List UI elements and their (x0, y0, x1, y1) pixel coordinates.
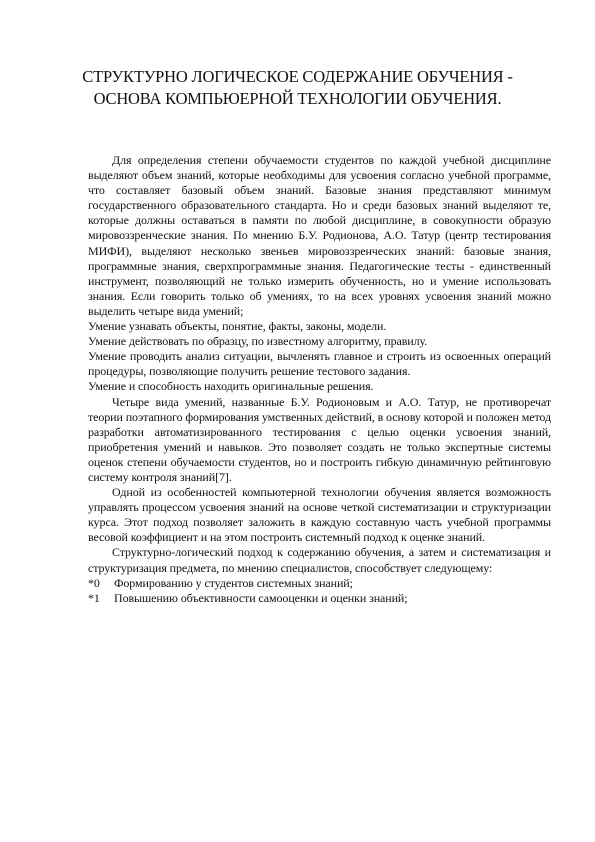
paragraph-computer-technology: Одной из особенностей компьютерной технологии обучения является возможность управлять процессом усвоения знаний на основе четкой систематизации и структуризации курса. Этот подход позволяет заложить в каждую составную часть учебной программы весовой коэффициент и на этом построить системный подход к оценке знаний. (88, 485, 551, 545)
list-item (88, 576, 551, 591)
document-body (88, 153, 551, 606)
skill-item-4: Умение и способность находить оригинальные решения. (88, 379, 374, 394)
list-item (88, 591, 551, 606)
document-title: СТРУКТУРНО ЛОГИЧЕСКОЕ СОДЕРЖАНИЕ ОБУЧЕНИЯ - ОСНОВА КОМПЬЮЕРНОЙ ТЕХНОЛОГИИ ОБУЧЕНИЯ. (82, 67, 513, 108)
paragraph-structural-approach: Структурно-логический подход к содержанию обучения, а затем и систематизация и структуризация предмета, по мнению специалистов, способствует следующему: (88, 545, 551, 575)
skill-item-2: Умение действовать по образцу, по известному алгоритму, правилу. (88, 334, 428, 349)
list-item-text: Формированию у студентов системных знаний; (114, 575, 353, 590)
paragraph-intro: Для определения степени обучаемости студентов по каждой учебной дисциплине выделяют объем знаний, которые необходимы для усвоения согласно учебной программе, что составляет базовый объем знаний. Базовые знания представляют минимум государственного образовательного стандарта. Но и среди базовых знаний выделяют те, которые должны оставаться в памяти по любой дисциплине, в совокупности образую мировоззренческие знания. По мнению Б.У. Родионова, А.О. Татур (центр тестирования МИФИ), выделяют несколько звеньев мировоззренческих знаний: базовые знания, программные знания, сверхпрограммные знания. Педагогические тесты - единственный инструмент, позволяющий не только измерить обученность, но и умение использовать знания. Если говорить только об умениях, то на всех уровнях усвоения знаний можно выделить четыре вида умений; (88, 153, 551, 318)
paragraph-four-skills: Четыре вида умений, названные Б.У. Родионовым и А.О. Татур, не противоречат теории поэтапного формирования умственных действий, в основу которой и положен метод разработки автоматизированного тестирования с целью оценки усвоения знаний, приобретения умений и навыков. Это позволяет создать не только экспертные системы оценок степени обучаемости студентов, но и построить гибкую динамичную рейтинговую систему контроля знаний[7]. (88, 394, 551, 484)
list-marker: *0 (88, 575, 100, 590)
list-item-text: Повышению объективности самооценки и оценки знаний; (114, 590, 408, 605)
skill-item-1: Умение узнавать объекты, понятие, факты, законы, модели. (88, 319, 387, 334)
skill-item-3: Умение проводить анализ ситуации, вычленять главное и строить из освоенных операций процедуры, позволяющие получить решение тестового задания. (88, 349, 551, 379)
list-marker: *1 (88, 590, 100, 605)
